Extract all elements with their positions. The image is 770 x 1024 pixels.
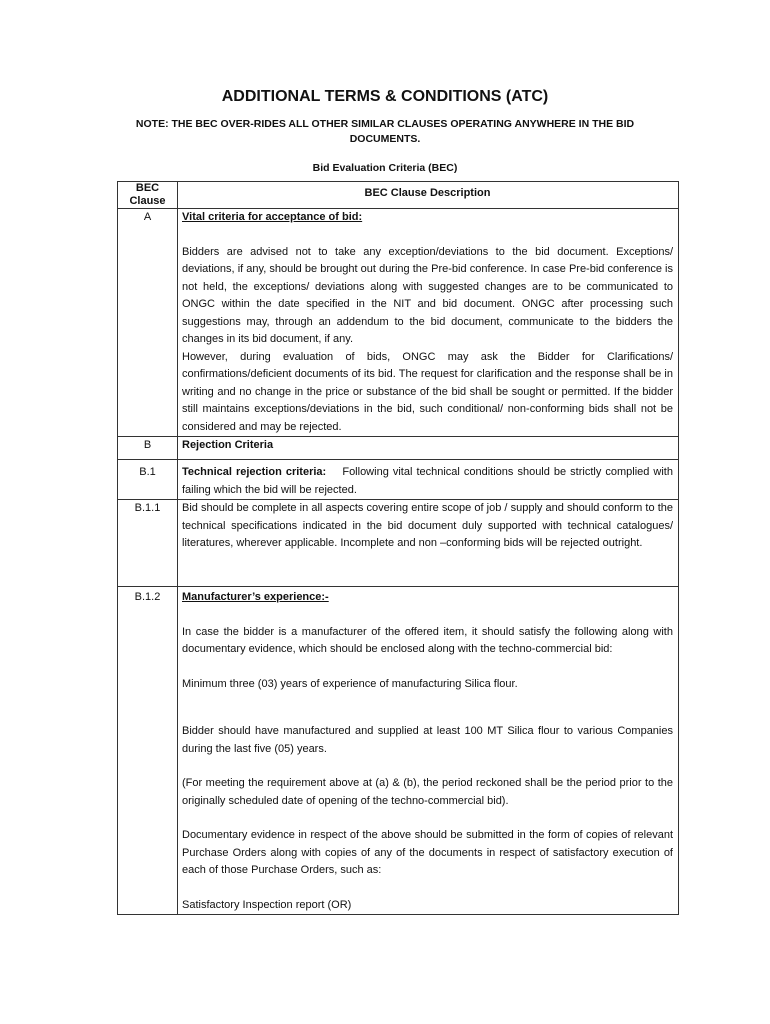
clause-cell: B.1.2 bbox=[118, 587, 178, 915]
table-row bbox=[118, 209, 679, 437]
row-paragraph: Satisfactory Inspection report (OR) bbox=[182, 898, 352, 911]
row-heading: Manufacturer’s experience:- bbox=[182, 591, 329, 603]
table-row bbox=[118, 460, 679, 500]
row-paragraph: Bidder should have manufactured and supplied at least 100 MT Silica flour to various Companies during the last five (05) years. bbox=[182, 725, 673, 755]
description-cell bbox=[178, 500, 679, 587]
bec-subtitle: Bid Evaluation Criteria (BEC) bbox=[312, 162, 458, 174]
clause-cell: B.1.1 bbox=[118, 500, 178, 587]
description-cell bbox=[178, 209, 679, 437]
description-cell bbox=[178, 437, 679, 460]
row-paragraph: However, during evaluation of bids, ONGC may ask the Bidder for Clarifications/ confirmations/deficient documents of its bid. The request for clarification and the response shall be in writing and no change in the price or substance of the bid shall be sought or permitted. If the bidder still maintains exceptions/deviations in the bid, such conditional/ non-conforming bids shall not be considered and may be rejected. bbox=[182, 350, 673, 433]
row-heading: Rejection Criteria bbox=[182, 439, 274, 451]
clause-header: BEC Clause bbox=[118, 182, 178, 209]
clause-cell: B.1 bbox=[118, 460, 178, 500]
description-header: BEC Clause Description bbox=[178, 182, 679, 209]
note-text: NOTE: THE BEC OVER-RIDES ALL OTHER SIMILAR CLAUSES OPERATING ANYWHERE IN THE BID DOCUMENTS. bbox=[135, 118, 635, 145]
table-row bbox=[118, 587, 679, 915]
clause-cell: A bbox=[118, 209, 178, 437]
row-paragraph bbox=[182, 464, 673, 499]
description-cell bbox=[178, 460, 679, 500]
row-paragraph: In case the bidder is a manufacturer of the offered item, it should satisfy the following along with documentary evidence, which should be enclosed along with the techno-commercial bid: bbox=[182, 625, 673, 655]
description-cell bbox=[178, 587, 679, 915]
row-paragraph: Documentary evidence in respect of the above should be submitted in the form of copies of relevant Purchase Orders along with copies of any of the documents in respect of satisfactory execution of each of those Purchase Orders, such as: bbox=[182, 829, 673, 876]
clause-cell: B bbox=[118, 437, 178, 460]
row-text: Following vital technical conditions should be strictly complied with failing which the bid will be rejected. bbox=[182, 466, 673, 496]
document-title: ADDITIONAL TERMS & CONDITIONS (ATC) bbox=[221, 88, 549, 105]
row-paragraph: Bidders are advised not to take any exception/deviations to the bid document. Exceptions/ deviations, if any, should be brought out during the Pre-bid conference. In case Pre-bid conference is not held, the exceptions/ deviations along with suggested changes are to be communicated to ONGC within the date specified in the NIT and bid document. ONGC after processing such suggestions may, through an addendum to the bid document, communicate to the bidders the changes in its bid document, if any. bbox=[182, 245, 673, 345]
table-row bbox=[118, 500, 679, 587]
table-row bbox=[118, 437, 679, 460]
row-paragraph: Bid should be complete in all aspects covering entire scope of job / supply and should conform to the technical specifications indicated in the bid document duly supported with technical catalogues/ literatures, wherever applicable. Incomplete and non –conforming bids will be rejected outright. bbox=[182, 502, 673, 549]
row-paragraph: (For meeting the requirement above at (a) & (b), the period reckoned shall be the period prior to the originally scheduled date of opening of the techno-commercial bid). bbox=[182, 777, 673, 807]
table-header-row bbox=[118, 182, 679, 209]
row-paragraph: Minimum three (03) years of experience of manufacturing Silica flour. bbox=[182, 677, 518, 690]
row-heading: Vital criteria for acceptance of bid: bbox=[182, 211, 363, 223]
row-heading: Technical rejection criteria: bbox=[182, 466, 327, 478]
bec-table bbox=[117, 181, 679, 915]
